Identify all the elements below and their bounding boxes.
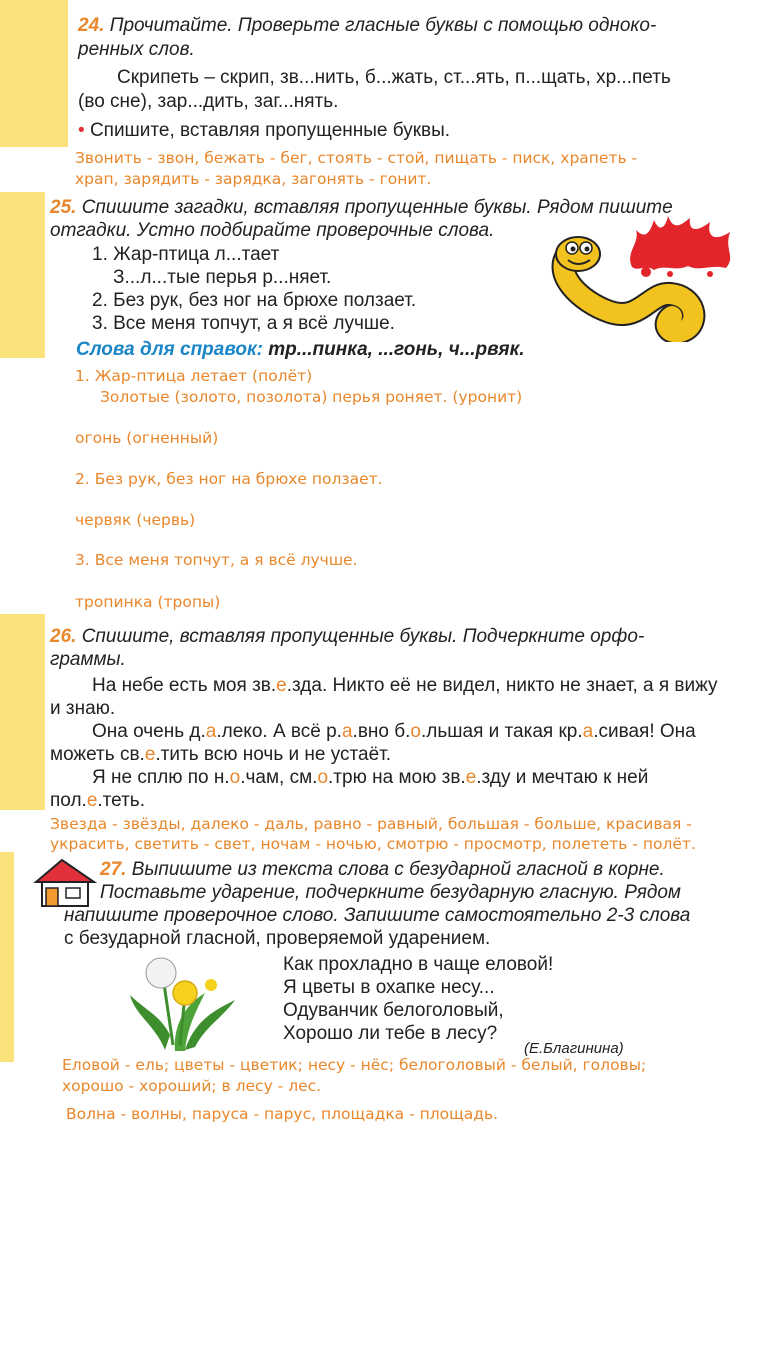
inserted-letter: а bbox=[582, 721, 594, 742]
ex25-riddle1-line2: З...л...тые перья р...няет. bbox=[113, 267, 332, 288]
ex24-text-line1: Скрипеть – скрип, зв...нить, б...жать, ст...ять, п...щать, хр...петь bbox=[117, 67, 671, 88]
ex25-answer-6: 3. Все меня топчут, а я всё лучше. bbox=[75, 551, 358, 569]
text-fragment: .зда. Никто её не видел, никто не знает, а я вижу bbox=[286, 675, 718, 696]
inserted-letter: а bbox=[341, 721, 353, 742]
text-fragment: На небе есть моя зв. bbox=[92, 675, 277, 696]
text-fragment: .льшая и такая кр. bbox=[421, 721, 583, 742]
side-bar-decor bbox=[0, 852, 14, 1062]
text-fragment: .трю на мою зв. bbox=[328, 767, 466, 788]
text-fragment: .тить всю ночь и не устаёт. bbox=[155, 744, 392, 765]
ex27-poem-line3: Одуванчик белоголовый, bbox=[283, 1000, 504, 1021]
ex25-reference-label: Слова для справок: bbox=[76, 339, 263, 360]
ex25-answer-3: огонь (огненный) bbox=[75, 429, 219, 447]
bullet-icon: • bbox=[78, 120, 85, 141]
ex27-answer-line1: Еловой - ель; цветы - цветик; несу - нёс; белоголовый - белый, головы; bbox=[62, 1056, 647, 1074]
ex25-answer-7: тропинка (тропы) bbox=[75, 593, 221, 611]
ex25-reference bbox=[76, 338, 524, 361]
ex26-p2-line1 bbox=[92, 720, 696, 743]
ex27-task-line2: Поставьте ударение, подчеркните безударную гласную. Рядом bbox=[100, 882, 681, 903]
ex27-task-line4: с безударной гласной, проверяемой ударением. bbox=[64, 928, 491, 949]
ex25-answer-1: 1. Жар-птица летает (полёт) bbox=[75, 367, 313, 385]
ex26-task-line2: граммы. bbox=[50, 649, 126, 670]
side-bar-decor bbox=[0, 192, 45, 358]
text-fragment: пол. bbox=[50, 790, 87, 811]
ex26-task bbox=[50, 625, 750, 648]
ex24-task bbox=[78, 14, 758, 37]
ex25-riddle2: 2. Без рук, без ног на брюхе ползает. bbox=[92, 290, 417, 311]
text-fragment: Она очень д. bbox=[92, 721, 206, 742]
ex27-poem-line4: Хорошо ли тебе в лесу? bbox=[283, 1023, 498, 1044]
ex24-text-line2: (во сне), зар...дить, заг...нять. bbox=[78, 91, 339, 112]
ex27-poem-line1: Как прохладно в чаще еловой! bbox=[283, 954, 554, 975]
inserted-letter: е bbox=[144, 744, 156, 765]
inserted-letter: е bbox=[465, 767, 477, 788]
text-fragment: .леко. А всё р. bbox=[216, 721, 342, 742]
ex27-poem-line2: Я цветы в охапке несу... bbox=[283, 977, 495, 998]
ex24-instruction bbox=[78, 119, 450, 142]
text-fragment: .теть. bbox=[97, 790, 145, 811]
inserted-letter: о bbox=[317, 767, 329, 788]
ex27-task bbox=[100, 858, 760, 881]
text-fragment: .сивая! Она bbox=[593, 721, 696, 742]
ex25-answer-5: червяк (червь) bbox=[75, 511, 196, 529]
text-fragment: .зду и мечтаю к ней bbox=[476, 767, 649, 788]
ex26-answer-line2: украсить, светить - свет, ночам - ночью, смотрю - просмотр, полететь - полёт. bbox=[50, 835, 696, 853]
text-fragment: можеть св. bbox=[50, 744, 145, 765]
ex25-answer-2: Золотые (золото, позолота) перья роняет. (уронит) bbox=[100, 388, 523, 406]
ex26-task-line1: Спишите, вставляя пропущенные буквы. Подчеркните орфо- bbox=[81, 626, 645, 647]
dandelion-icon bbox=[130, 958, 235, 1051]
inserted-letter: о bbox=[229, 767, 241, 788]
side-bar-decor bbox=[0, 614, 45, 810]
side-bar-decor bbox=[0, 0, 68, 147]
house-icon bbox=[32, 856, 98, 908]
ex26-answer-line1: Звезда - звёзды, далеко - даль, равно - равный, большая - больше, красивая - bbox=[50, 815, 692, 833]
ex25-riddle3: 3. Все меня топчут, а я всё лучше. bbox=[92, 313, 395, 334]
ex27-answer-line3: Волна - волны, паруса - парус, площадка - площадь. bbox=[66, 1105, 499, 1123]
ex25-reference-words: тр...пинка, ...гонь, ч...рвяк. bbox=[268, 339, 525, 360]
ex27-task-line3: напишите проверочное слово. Запишите самостоятельно 2-3 слова bbox=[64, 905, 691, 926]
ex24-task-line1: Прочитайте. Проверьте гласные буквы с помощью одноко- bbox=[109, 15, 657, 36]
ex26-number: 26. bbox=[50, 626, 77, 647]
inserted-letter: а bbox=[205, 721, 217, 742]
text-fragment: .чам, см. bbox=[240, 767, 318, 788]
ex24-instruction-text: Спишите, вставляя пропущенные буквы. bbox=[89, 120, 451, 141]
ex26-p1-line1 bbox=[92, 674, 718, 697]
ex26-p3-line2 bbox=[50, 789, 145, 812]
ex26-p1-line2: и знаю. bbox=[50, 698, 116, 719]
fire-icon bbox=[630, 216, 730, 277]
inserted-letter: е bbox=[276, 675, 287, 696]
ex26-p2-line2 bbox=[50, 743, 391, 766]
ex24-task-line2: ренных слов. bbox=[78, 39, 195, 60]
worm-fire-illustration bbox=[550, 212, 750, 342]
ex25-task-line2: отгадки. Устно подбирайте проверочные слова. bbox=[50, 220, 495, 241]
ex24-number: 24. bbox=[78, 15, 105, 36]
ex27-answer-line2: хорошо - хороший; в лесу - лес. bbox=[62, 1077, 322, 1095]
text-fragment: Я не сплю по н. bbox=[92, 767, 230, 788]
ex25-number: 25. bbox=[50, 197, 77, 218]
inserted-letter: е bbox=[86, 790, 98, 811]
ex27-number: 27. bbox=[100, 859, 127, 880]
ex24-answer-line2: храп, зарядить - зарядка, загонять - гонит. bbox=[75, 170, 432, 188]
ex25-riddle1-line1: 1. Жар-птица л...тает bbox=[92, 244, 280, 265]
ex25-answer-4: 2. Без рук, без ног на брюхе ползает. bbox=[75, 470, 383, 488]
text-fragment: .вно б. bbox=[352, 721, 411, 742]
dandelion-illustration bbox=[125, 955, 245, 1055]
ex26-p3-line1 bbox=[92, 766, 648, 789]
ex25-task-line1: Спишите загадки, вставляя пропущенные буквы. Рядом пишите bbox=[81, 197, 673, 218]
ex27-task-line1: Выпишите из текста слова с безударной гласной в корне. bbox=[131, 859, 665, 880]
ex24-answer-line1: Звонить - звон, бежать - бег, стоять - стой, пищать - писк, храпеть - bbox=[75, 149, 638, 167]
ex27-author: (Е.Благинина) bbox=[524, 1040, 624, 1057]
inserted-letter: о bbox=[410, 721, 421, 742]
